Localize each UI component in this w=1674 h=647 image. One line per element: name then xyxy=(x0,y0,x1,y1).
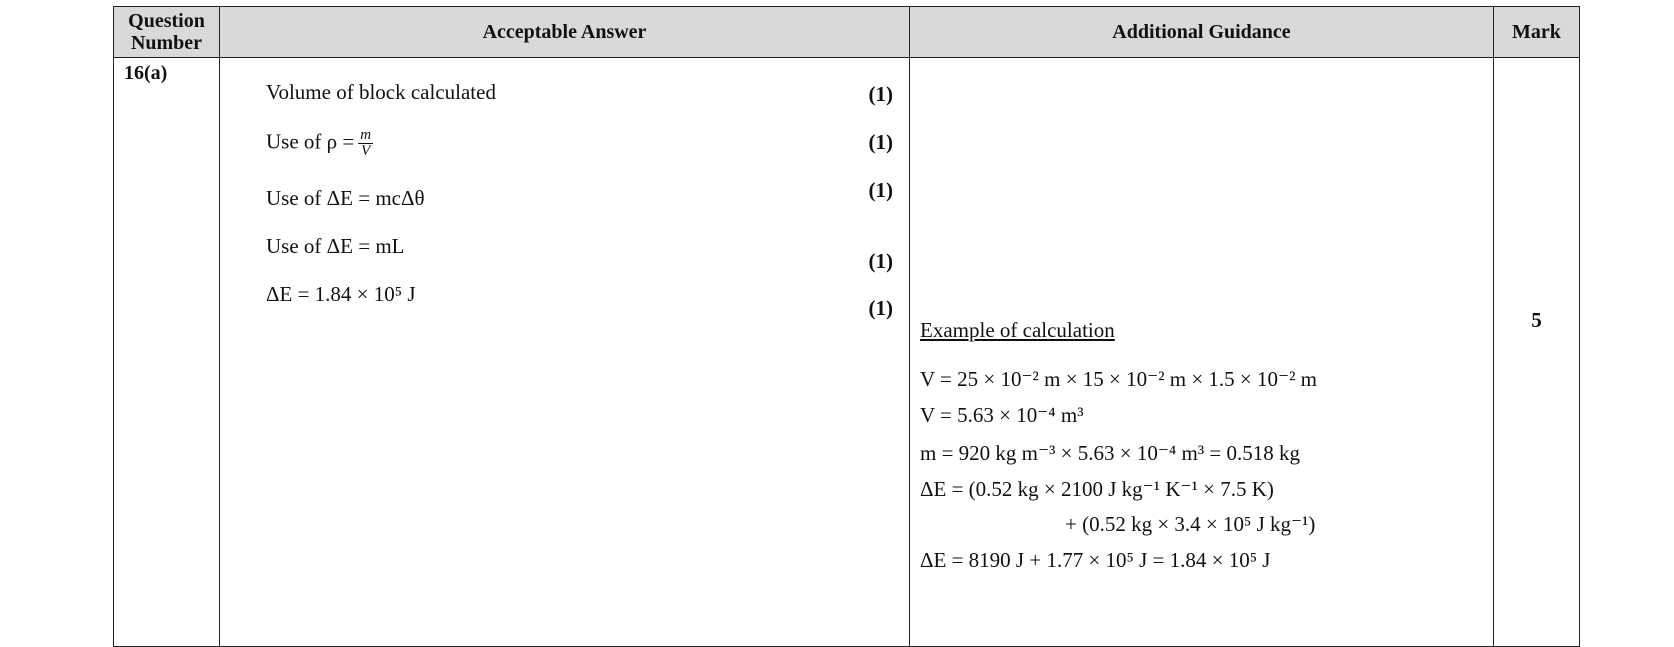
answer-mark: (1) xyxy=(868,296,893,320)
header-additional-guidance: Additional Guidance xyxy=(910,7,1494,58)
answer-density-prefix: Use of ρ = xyxy=(266,129,355,154)
additional-guidance-cell xyxy=(910,58,1494,647)
density-fraction xyxy=(358,128,373,159)
fraction-numerator: m xyxy=(360,127,372,143)
answer-mark: (1) xyxy=(868,130,893,154)
total-mark: 5 xyxy=(1531,308,1542,332)
header-question-number: Question Number xyxy=(114,7,220,58)
answer-mark: (1) xyxy=(868,82,893,106)
question-id: 16(a) xyxy=(124,62,168,84)
answer-line: Use of ΔE = mL xyxy=(266,234,405,258)
header-acceptable-answer: Acceptable Answer xyxy=(220,7,910,58)
mark-scheme-table xyxy=(113,6,1580,647)
fraction-denominator: V xyxy=(361,143,371,159)
header-mark: Mark xyxy=(1494,7,1580,58)
header-row xyxy=(114,7,1580,58)
answer-mark: (1) xyxy=(868,249,893,273)
answer-line: ΔE = 1.84 × 10⁵ J xyxy=(266,282,416,306)
answer-line: Use of ΔE = mcΔθ xyxy=(266,186,425,210)
question-number-cell xyxy=(114,58,220,647)
guidance-line: V = 5.63 × 10⁻⁴ m³ xyxy=(920,403,1084,427)
guidance-line: ΔE = (0.52 kg × 2100 J kg⁻¹ K⁻¹ × 7.5 K) xyxy=(920,477,1274,501)
guidance-line: ΔE = 8190 J + 1.77 × 10⁵ J = 1.84 × 10⁵ J xyxy=(920,548,1271,572)
answer-line: Volume of block calculated xyxy=(266,80,496,104)
answer-mark: (1) xyxy=(868,178,893,202)
answer-line xyxy=(266,128,373,159)
guidance-heading: Example of calculation xyxy=(920,318,1115,342)
guidance-line: V = 25 × 10⁻² m × 15 × 10⁻² m × 1.5 × 10⁻² m xyxy=(920,367,1317,391)
acceptable-answer-cell xyxy=(220,58,910,647)
guidance-line: m = 920 kg m⁻³ × 5.63 × 10⁻⁴ m³ = 0.518 kg xyxy=(920,441,1300,465)
question-row xyxy=(114,58,1580,647)
guidance-line: + (0.52 kg × 3.4 × 10⁵ J kg⁻¹) xyxy=(1065,512,1316,536)
mark-cell xyxy=(1494,58,1580,647)
